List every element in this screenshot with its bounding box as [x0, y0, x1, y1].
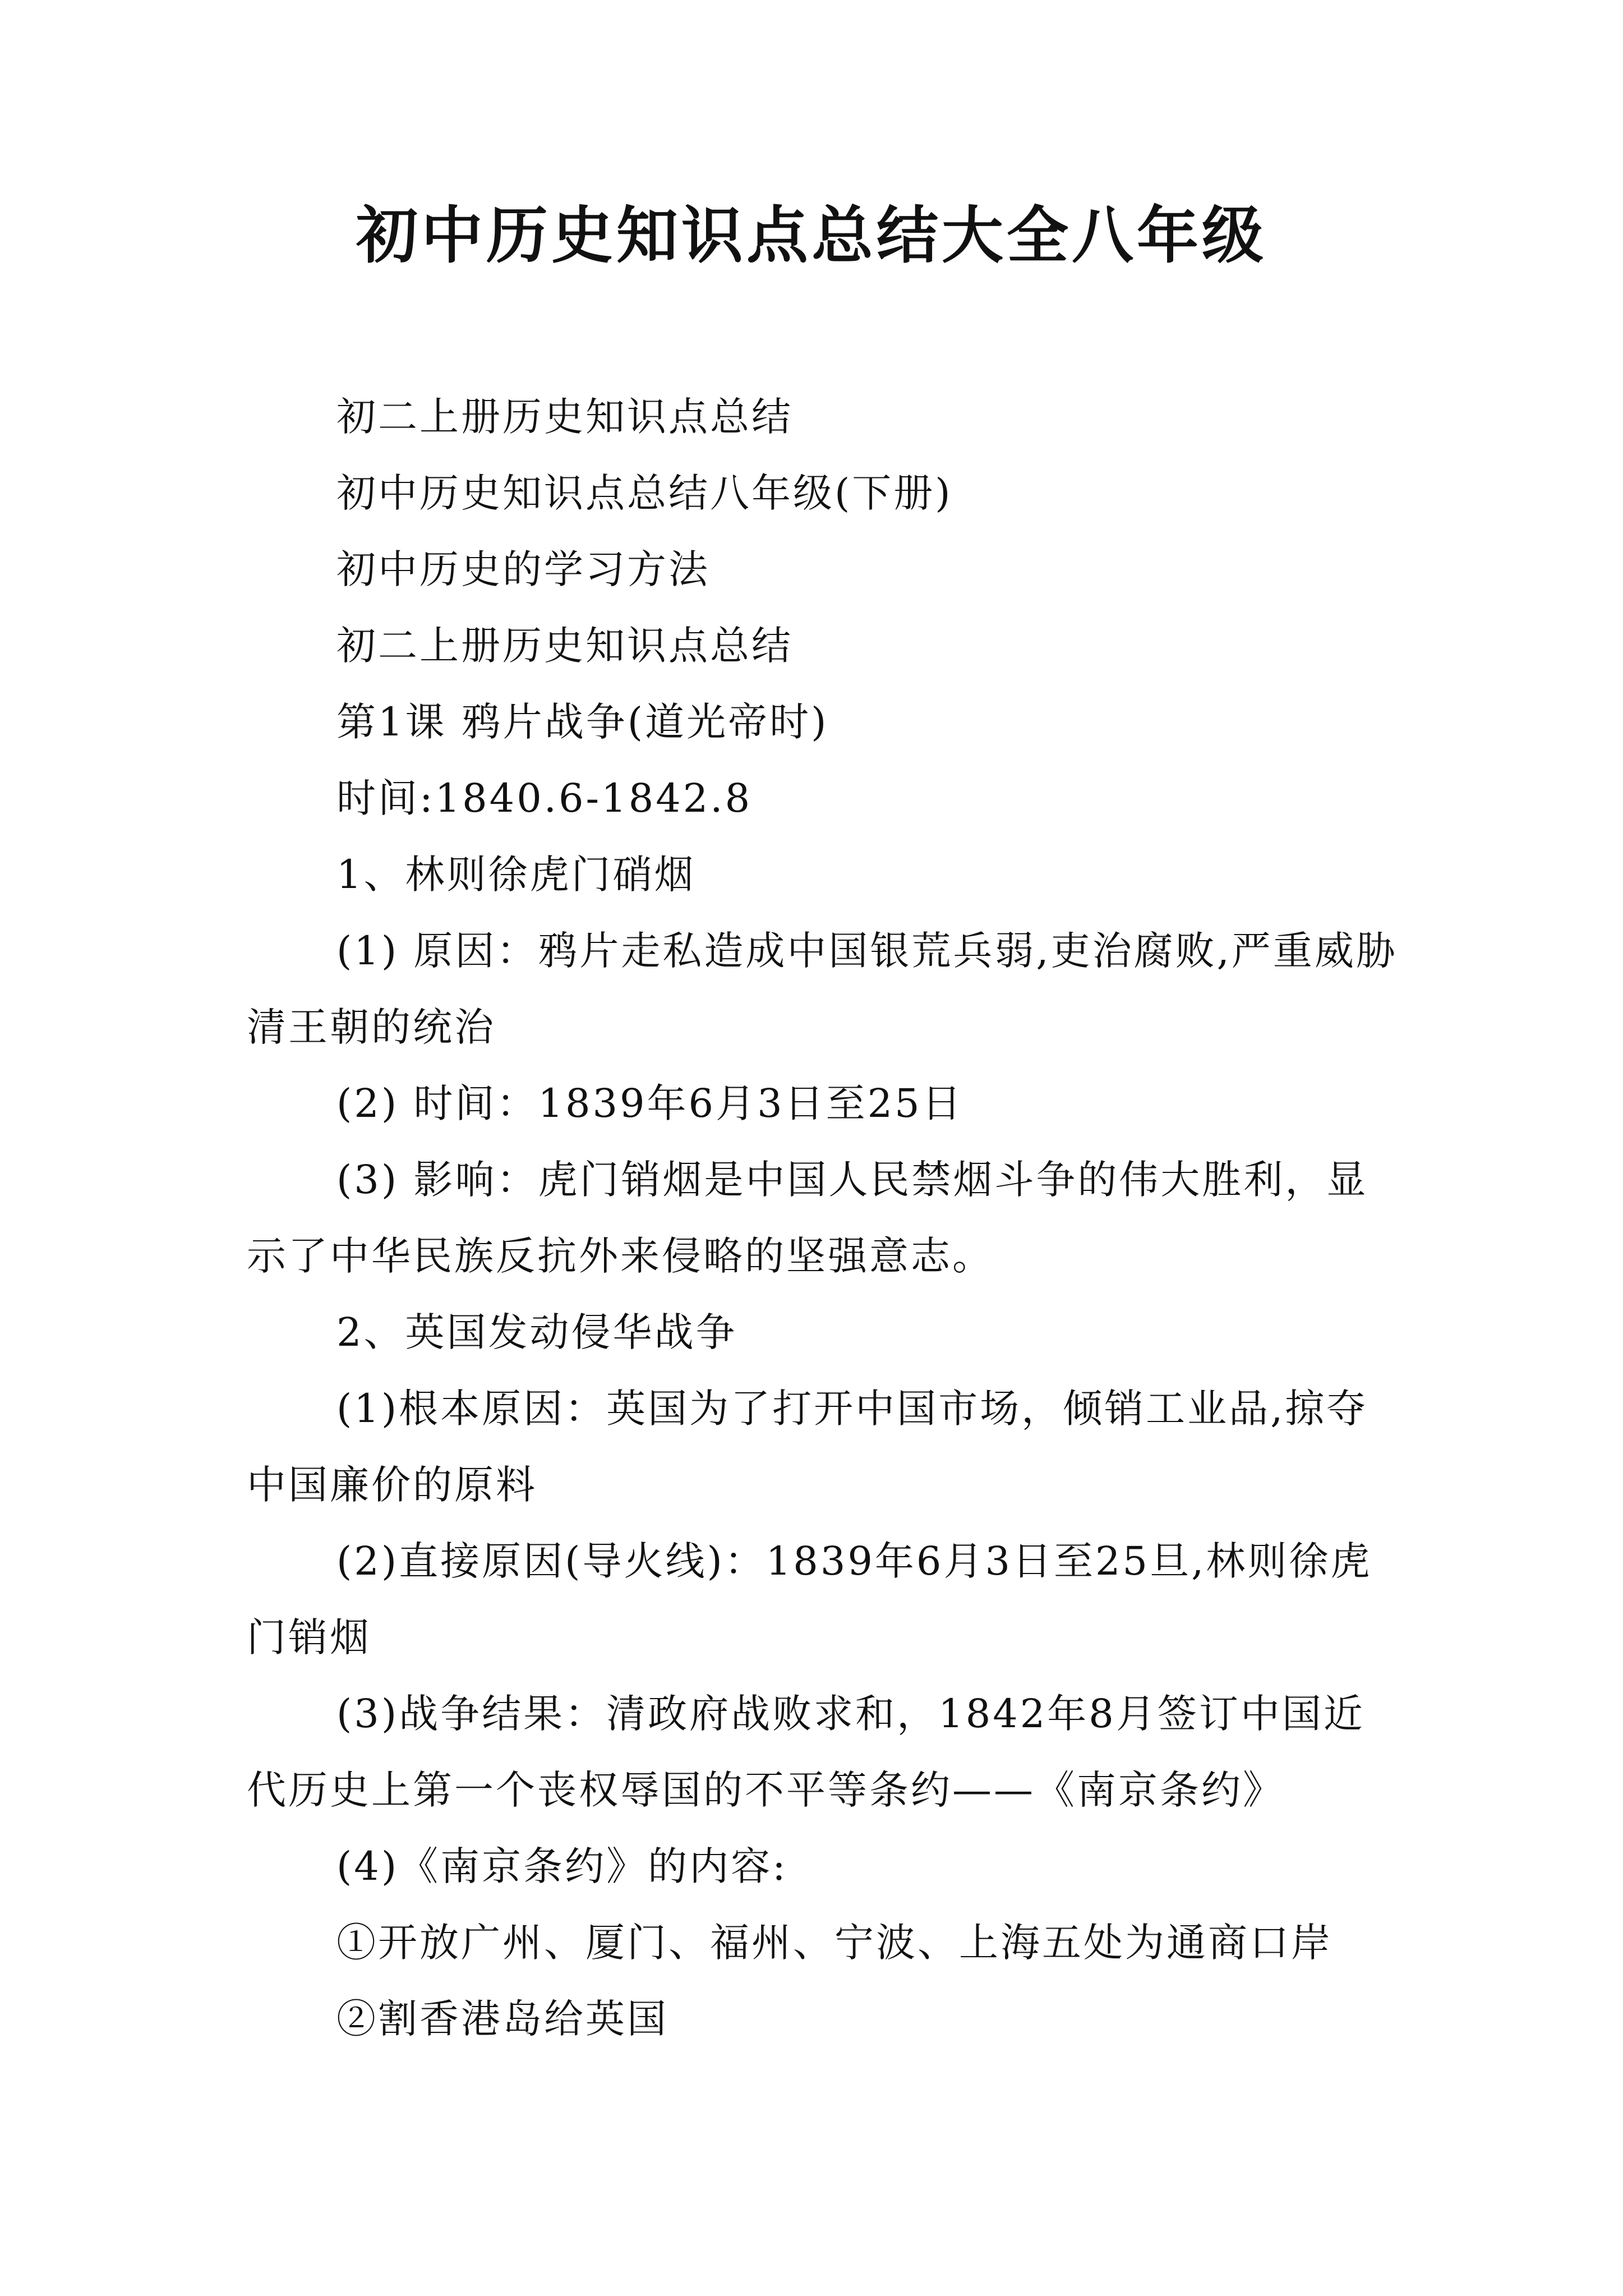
list-item-treaty-1: ①开放广州、厦门、福州、宁波、上海五处为通商口岸	[336, 1920, 1332, 1966]
lesson-heading: 第1课 鸦片战争(道光帝时)	[336, 699, 829, 745]
paragraph-link-2: 初中历史知识点总结八年级(下册)	[336, 470, 953, 516]
paragraph-time: (2) 时间：1839年6月3日至25日	[336, 1080, 963, 1126]
paragraph-treaty-content: (4)《南京条约》的内容:	[336, 1843, 788, 1889]
paragraph-link-1: 初二上册历史知识点总结	[336, 394, 793, 440]
section-heading: 初二上册历史知识点总结	[336, 623, 793, 669]
paragraph-cause: (1) 原因：鸦片走私造成中国银荒兵弱,吏治腐败,严重威胁清王朝的统治	[247, 928, 1398, 1050]
lesson-time: 时间:1840.6-1842.8	[336, 775, 753, 821]
document-title: 初中历史知识点总结大全八年级	[356, 199, 1267, 272]
subsection-heading-2: 2、英国发动侵华战争	[336, 1309, 737, 1355]
paragraph-direct-cause: (2)直接原因(导火线)：1839年6月3日至25旦,林则徐虎门销烟	[247, 1538, 1372, 1660]
paragraph-link-3: 初中历史的学习方法	[336, 546, 710, 592]
document-body	[247, 379, 1402, 2057]
paragraph-impact: (3) 影响：虎门销烟是中国人民禁烟斗争的伟大胜利，显示了中华民族反抗外来侵略的坚强意志。	[247, 1157, 1368, 1279]
paragraph-war-result: (3)战争结果：清政府战败求和，1842年8月签订中国近代历史上第一个丧权辱国的不平等条约——《南京条约》	[247, 1691, 1365, 1813]
subsection-heading-1: 1、林则徐虎门硝烟	[336, 852, 696, 898]
paragraph-root-cause: (1)根本原因：英国为了打开中国市场，倾销工业品,掠夺中国廉价的原料	[247, 1386, 1368, 1508]
list-item-treaty-2: ②割香港岛给英国	[336, 1996, 668, 2042]
